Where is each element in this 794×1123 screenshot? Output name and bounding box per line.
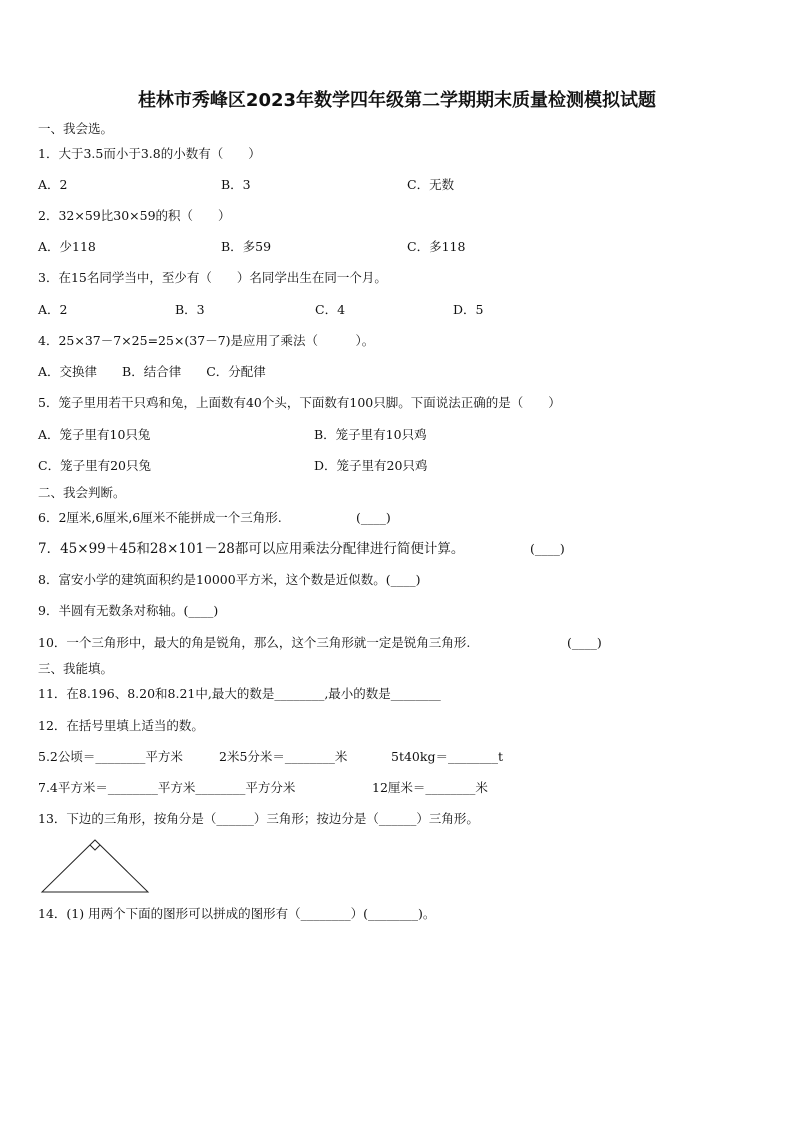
question-13: 13．下边的三角形，按角分是（______）三角形；按边分是（______）三角形。 xyxy=(38,811,479,826)
q12-fill-square-meter: 7.4平方米＝________平方米________平方分米 xyxy=(38,780,296,795)
q5-option-a: A．笼子里有10只兔 xyxy=(38,427,151,442)
q3-option-b: B．3 xyxy=(175,302,205,317)
q12-fill-hectare: 5.2公顷＝________平方米 xyxy=(38,749,183,764)
question-5: 5．笼子里用若干只鸡和兔，上面数有40个头，下面数有100只脚。下面说法正确的是（ ） xyxy=(38,395,561,410)
q6-answer-blank: (____) xyxy=(356,510,391,525)
q1-option-b: B．3 xyxy=(221,177,251,192)
q4-options: A．交换律 B．结合律 C．分配律 xyxy=(38,364,266,379)
section-heading-2: 二、我会判断。 xyxy=(38,485,126,500)
q10-answer-blank: (____) xyxy=(567,635,602,650)
q1-option-c: C．无数 xyxy=(407,177,455,192)
question-7: 7．45×99＋45和28×101－28都可以应用乘法分配律进行简便计算。 xyxy=(38,541,465,557)
question-14: 14．(1) 用两个下面的图形可以拼成的图形有（________）(________)。 xyxy=(38,906,436,921)
q2-option-b: B．多59 xyxy=(221,239,272,254)
question-2: 2．32×59比30×59的积（ ） xyxy=(38,208,231,223)
section-heading-1: 一、我会选。 xyxy=(38,121,114,136)
question-8: 8．富安小学的建筑面积约是10000平方米，这个数是近似数。(____) xyxy=(38,572,421,587)
question-9: 9．半圆有无数条对称轴。(____) xyxy=(38,603,219,618)
q7-answer-blank: (____) xyxy=(530,541,565,556)
q3-option-d: D．5 xyxy=(453,302,484,317)
question-6: 6．2厘米,6厘米,6厘米不能拼成一个三角形. xyxy=(38,510,282,525)
right-triangle-figure xyxy=(40,838,152,896)
q12-fill-ton: 5t40kg＝________t xyxy=(391,749,503,764)
q3-option-c: C．4 xyxy=(315,302,346,317)
q12-fill-centimeter: 12厘米＝________米 xyxy=(372,780,488,795)
page-title: 桂林市秀峰区2023年数学四年级第二学期期末质量检测模拟试题 xyxy=(137,90,657,111)
q3-option-a: A．2 xyxy=(38,302,68,317)
question-3: 3．在15名同学当中，至少有（ ）名同学出生在同一个月。 xyxy=(38,270,387,285)
q5-option-b: B．笼子里有10只鸡 xyxy=(314,427,427,442)
q2-option-a: A．少118 xyxy=(38,239,96,254)
q2-option-c: C．多118 xyxy=(407,239,466,254)
q12-fill-meter: 2米5分米＝________米 xyxy=(219,749,348,764)
question-12: 12．在括号里填上适当的数。 xyxy=(38,718,204,733)
section-heading-3: 三、我能填。 xyxy=(38,661,114,676)
question-11: 11．在8.196、8.20和8.21中,最大的数是________,最小的数是________ xyxy=(38,686,441,701)
q5-option-c: C．笼子里有20只兔 xyxy=(38,458,151,473)
question-1: 1．大于3.5而小于3.8的小数有（ ） xyxy=(38,146,261,161)
question-4: 4．25×37－7×25=25×(37－7)是应用了乘法（ ）。 xyxy=(38,333,375,348)
question-10: 10．一个三角形中，最大的角是锐角，那么，这个三角形就一定是锐角三角形. xyxy=(38,635,471,650)
q1-option-a: A．2 xyxy=(38,177,68,192)
q5-option-d: D．笼子里有20只鸡 xyxy=(314,458,428,473)
